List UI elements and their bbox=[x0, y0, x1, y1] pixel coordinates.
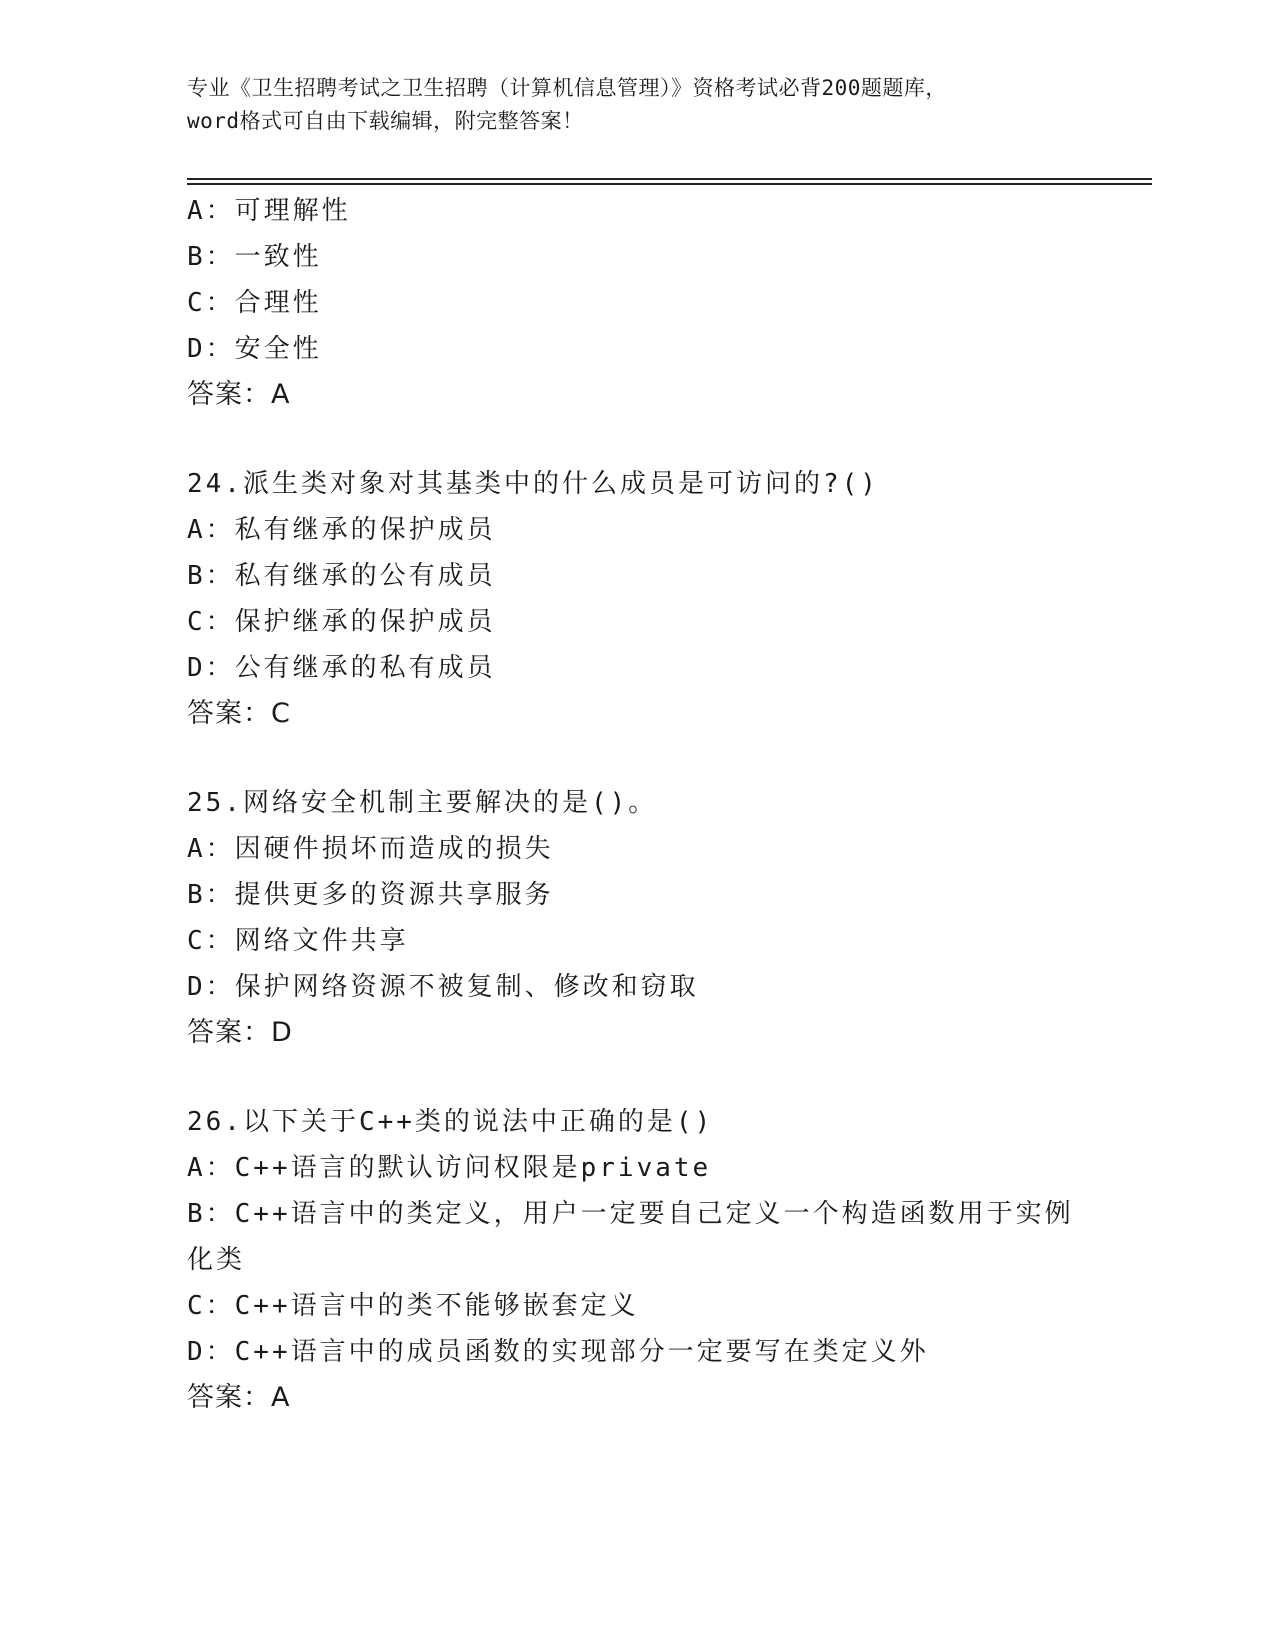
question-text: 26.以下关于C++类的说法中正确的是() bbox=[187, 1107, 714, 1137]
option-c: C：保护继承的保护成员 bbox=[187, 607, 496, 637]
option-b: B：一致性 bbox=[187, 242, 322, 272]
option-d: D：C++语言中的成员函数的实现部分一定要写在类定义外 bbox=[187, 1337, 929, 1367]
answer-line: 答案：A bbox=[187, 1382, 291, 1413]
option-c: C：合理性 bbox=[187, 288, 322, 318]
question-24-block bbox=[187, 461, 1087, 737]
question-text: 25.网络安全机制主要解决的是()。 bbox=[187, 788, 658, 818]
option-b-continued: 化类 bbox=[187, 1245, 246, 1275]
option-c: C：C++语言中的类不能够嵌套定义 bbox=[187, 1291, 639, 1321]
option-a: A：C++语言的默认访问权限是private bbox=[187, 1153, 712, 1183]
option-a: A：可理解性 bbox=[187, 196, 351, 226]
question-26-block bbox=[187, 1099, 1087, 1421]
answer-line: 答案：D bbox=[187, 1017, 293, 1048]
question-25-block bbox=[187, 780, 1087, 1056]
header-divider-bottom bbox=[187, 183, 1152, 185]
answer-line: 答案：A bbox=[187, 379, 291, 410]
question-text: 24.派生类对象对其基类中的什么成员是可访问的?() bbox=[187, 469, 879, 499]
header-divider-top bbox=[187, 178, 1152, 180]
option-a: A：私有继承的保护成员 bbox=[187, 515, 496, 545]
option-b: B：私有继承的公有成员 bbox=[187, 561, 496, 591]
header-line-1: 专业《卫生招聘考试之卫生招聘（计算机信息管理）》资格考试必背200题题库， bbox=[187, 76, 947, 100]
question-content bbox=[187, 188, 1087, 1421]
option-a: A：因硬件损坏而造成的损失 bbox=[187, 834, 554, 864]
question-23-block bbox=[187, 188, 1087, 418]
answer-line: 答案：C bbox=[187, 698, 291, 729]
option-c: C：网络文件共享 bbox=[187, 926, 409, 956]
option-b: B：C++语言中的类定义，用户一定要自己定义一个构造函数用于实例 bbox=[187, 1199, 1074, 1229]
option-d: D：公有继承的私有成员 bbox=[187, 653, 496, 683]
header-line-2: word格式可自由下载编辑，附完整答案！ bbox=[187, 109, 584, 133]
option-d: D：保护网络资源不被复制、修改和窃取 bbox=[187, 972, 699, 1002]
option-b: B：提供更多的资源共享服务 bbox=[187, 880, 554, 910]
option-d: D：安全性 bbox=[187, 334, 322, 364]
document-header bbox=[187, 72, 1087, 138]
